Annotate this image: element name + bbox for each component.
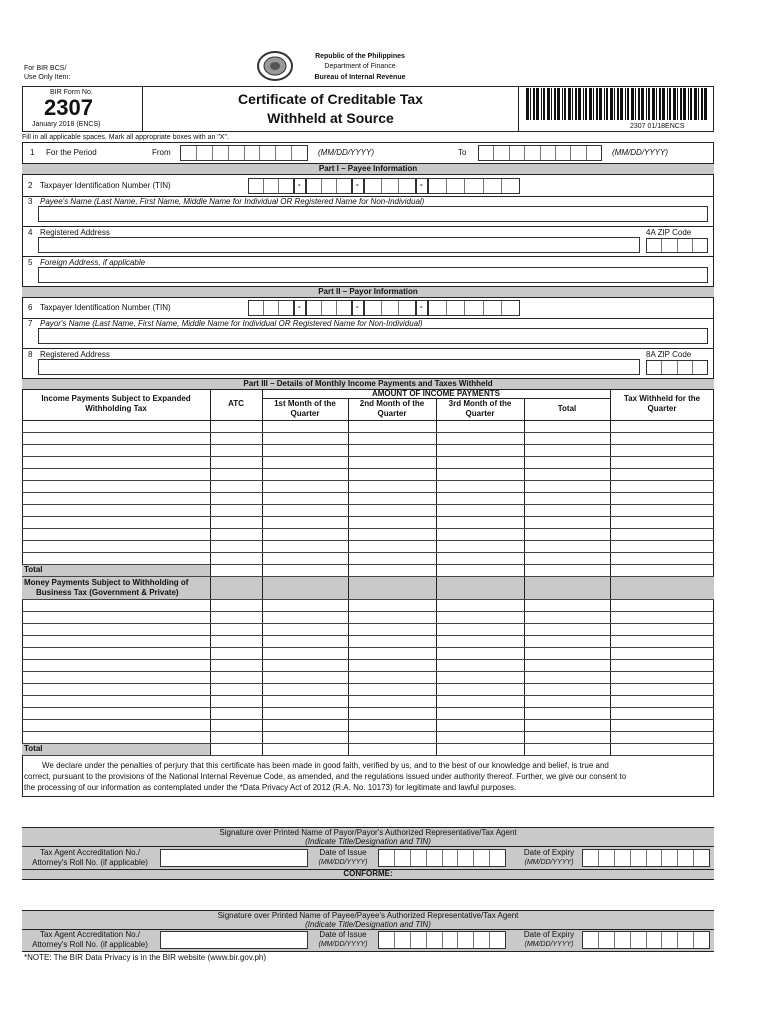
conforme-label: CONFORME: xyxy=(343,869,393,878)
payor-accreditation-input[interactable] xyxy=(160,849,308,867)
payor-name-input[interactable] xyxy=(38,328,708,344)
col-withheld-header-2: Quarter xyxy=(647,404,677,413)
period-to-label: To xyxy=(458,148,467,157)
payee-date-issue-input[interactable] xyxy=(378,931,506,949)
part1-tin-number: 2 xyxy=(28,181,33,190)
payee-date-expiry-format: (MM/DD/YYYY) xyxy=(524,941,574,948)
payee-accreditation-input[interactable] xyxy=(160,931,308,949)
part2-tin-label: Taxpayer Identification Number (TIN) xyxy=(40,303,171,312)
money-payments-label-1: Money Payments Subject to Withholding of xyxy=(24,578,189,587)
amount-header: AMOUNT OF INCOME PAYMENTS xyxy=(371,389,500,398)
col-month3-header-1: 3rd Month of the xyxy=(448,399,512,408)
part2-addr-number: 8 xyxy=(28,350,33,359)
payor-date-issue-label: Date of Issue xyxy=(319,848,367,857)
payor-date-expiry-label: Date of Expiry xyxy=(523,848,575,857)
period-from-format: (MM/DD/YYYY) xyxy=(318,148,374,157)
payee-signature-area[interactable] xyxy=(22,880,714,910)
payor-date-issue-format: (MM/DD/YYYY) xyxy=(318,859,368,866)
payee-signature-sub: (Indicate Title/Designation and TIN) xyxy=(305,920,431,929)
form-title-line2: Withheld at Source xyxy=(267,110,394,126)
payee-name-input[interactable] xyxy=(38,206,708,222)
payee-signature-label: Signature over Printed Name of Payee/Payee's Authorized Representative/Tax Agent xyxy=(217,911,519,920)
period-from-input[interactable] xyxy=(180,145,308,161)
col-month1-header-1: 1st Month of the xyxy=(274,399,336,408)
payor-zip-input[interactable] xyxy=(646,360,708,375)
part1-title: Part I – Payee Information xyxy=(318,164,418,173)
payor-signature-sub: (Indicate Title/Designation and TIN) xyxy=(305,837,431,846)
col-month3-header-2: Quarter xyxy=(465,409,495,418)
payor-date-expiry-format: (MM/DD/YYYY) xyxy=(524,859,574,866)
part2-tin-number: 6 xyxy=(28,303,33,312)
payee-date-issue-label: Date of Issue xyxy=(319,930,367,939)
bir-use-label-2: Use Only Item: xyxy=(24,74,71,81)
period-to-input[interactable] xyxy=(478,145,602,161)
bir-seal-icon xyxy=(256,50,294,82)
part2-name-label: Payor's Name (Last Name, First Name, Middle Name for Individual OR Registered Name for Non-Individual) xyxy=(40,319,423,328)
part2-name-number: 7 xyxy=(28,319,33,328)
payee-accreditation-label-1: Tax Agent Accreditation No./ xyxy=(39,930,141,939)
payor-date-expiry-input[interactable] xyxy=(582,849,710,867)
col-month1-header-2: Quarter xyxy=(290,409,320,418)
part1-foreign-label: Foreign Address, if applicable xyxy=(40,258,146,267)
part1-tin-label: Taxpayer Identification Number (TIN) xyxy=(40,181,171,190)
payee-address-input[interactable] xyxy=(38,237,640,253)
total-label-1: Total xyxy=(24,565,43,574)
payee-date-issue-format: (MM/DD/YYYY) xyxy=(318,941,368,948)
part1-addr-number: 4 xyxy=(28,228,33,237)
payor-date-issue-input[interactable] xyxy=(378,849,506,867)
col-atc-header: ATC xyxy=(228,399,244,408)
part1-name-label: Payee's Name (Last Name, First Name, Middle Name for Individual OR Registered Name for Non-Individual) xyxy=(40,197,425,206)
instruction-text: Fill in all applicable spaces. Mark all appropriate boxes with an "X". xyxy=(22,134,229,141)
part1-zip-label: 4A ZIP Code xyxy=(646,228,692,237)
payee-date-expiry-label: Date of Expiry xyxy=(523,930,575,939)
bir-use-label-1: For BIR BCS/ xyxy=(24,65,67,72)
part3-title: Part III – Details of Monthly Income Payments and Taxes Withheld xyxy=(243,379,493,388)
payor-accreditation-label-2: Attorney's Roll No. (if applicable) xyxy=(32,858,148,867)
col-income-header-2: Withholding Tax xyxy=(85,404,147,413)
payor-signature-area[interactable] xyxy=(22,797,714,827)
payor-signature-label: Signature over Printed Name of Payor/Payor's Authorized Representative/Tax Agent xyxy=(219,828,517,837)
period-number: 1 xyxy=(30,148,35,157)
part2-title: Part II – Payor Information xyxy=(318,287,418,296)
col-income-header-1: Income Payments Subject to Expanded xyxy=(41,394,191,403)
col-month2-header-1: 2nd Month of the xyxy=(359,399,425,408)
payor-address-input[interactable] xyxy=(38,359,640,375)
republic-text: Republic of the Philippines xyxy=(315,53,405,60)
col-withheld-header-1: Tax Withheld for the xyxy=(623,394,701,403)
part2-zip-label: 8A ZIP Code xyxy=(646,350,692,359)
declaration-line1: We declare under the penalties of perjury that this certificate has been made in good faith, verified by us, and to the best of our knowledge and belief, is true and xyxy=(42,761,609,770)
payee-zip-input[interactable] xyxy=(646,238,708,253)
bureau-text: Bureau of Internal Revenue xyxy=(314,74,406,81)
form-number: 2307 xyxy=(44,95,93,120)
payee-foreign-address-input[interactable] xyxy=(38,267,708,283)
period-to-format: (MM/DD/YYYY) xyxy=(612,148,668,157)
declaration-line3: the processing of our information as contemplated under the *Data Privacy Act of 2012 (R.A. No. 10173) for legitimate and lawful purposes. xyxy=(24,783,517,792)
barcode-code: 2307 01/18ENCS xyxy=(630,123,685,130)
period-label: For the Period xyxy=(46,148,97,157)
form-title-line1: Certificate of Creditable Tax xyxy=(238,91,423,107)
form-date: January 2018 (ENCS) xyxy=(32,121,101,128)
col-total-header: Total xyxy=(557,404,577,413)
part1-addr-label: Registered Address xyxy=(40,228,110,237)
payor-accreditation-label-1: Tax Agent Accreditation No./ xyxy=(39,848,141,857)
period-from-label: From xyxy=(152,148,171,157)
money-payments-label-2: Business Tax (Government & Private) xyxy=(36,588,179,597)
footer-note: *NOTE: The BIR Data Privacy is in the BIR website (www.bir.gov.ph) xyxy=(24,953,267,962)
part1-name-number: 3 xyxy=(28,197,33,206)
barcode-icon xyxy=(524,88,710,120)
col-month2-header-2: Quarter xyxy=(377,409,407,418)
declaration-line2: correct, pursuant to the provisions of the National Internal Revenue Code, as amended, and the regulations issued under authority thereof. Further, we give our consent to xyxy=(24,772,627,781)
payee-accreditation-label-2: Attorney's Roll No. (if applicable) xyxy=(32,940,148,949)
department-text: Department of Finance xyxy=(324,63,396,70)
payee-date-expiry-input[interactable] xyxy=(582,931,710,949)
form-no-label: BIR Form No. xyxy=(50,89,93,96)
part1-foreign-number: 5 xyxy=(28,258,33,267)
part2-addr-label: Registered Address xyxy=(40,350,110,359)
total-label-2: Total xyxy=(24,744,43,753)
